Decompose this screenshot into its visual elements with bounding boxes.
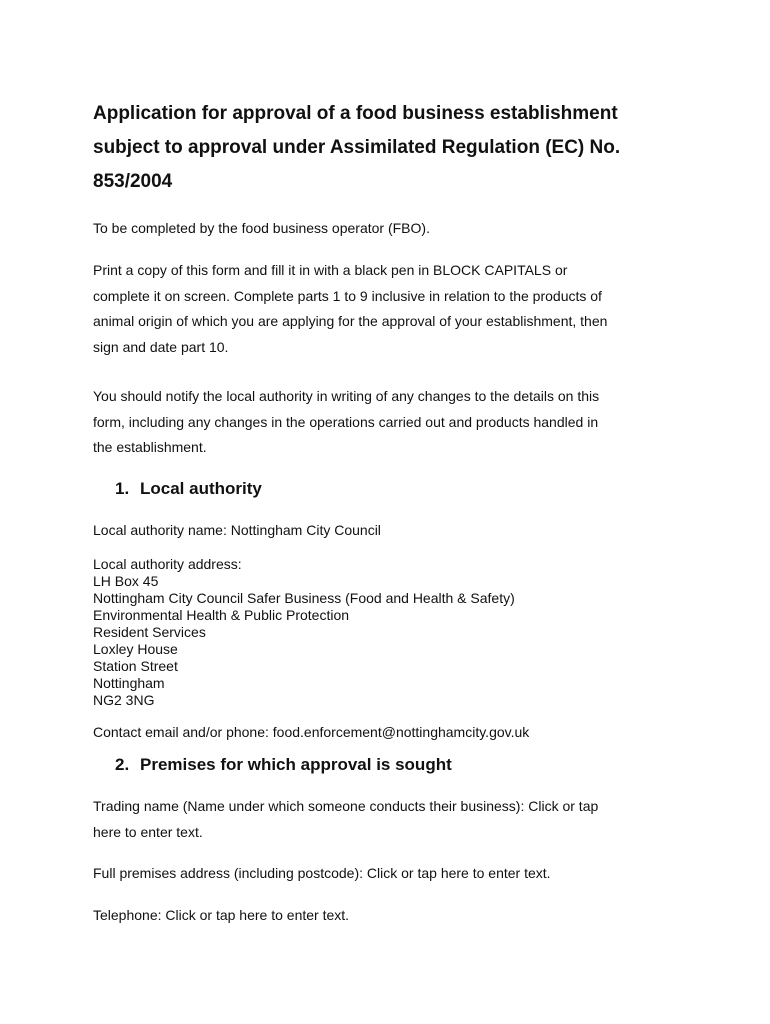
notify-paragraph — [93, 384, 683, 461]
notify-line: form, including any changes in the operations carried out and products handled in — [93, 413, 599, 430]
address-line: Station Street — [93, 658, 178, 674]
section-2-heading — [115, 754, 452, 776]
section-1-heading — [115, 478, 262, 500]
address-label: Local authority address: — [93, 556, 242, 572]
telephone-field[interactable]: Telephone: Click or tap here to enter text. — [93, 907, 350, 923]
section-title: Premises for which approval is sought — [140, 755, 452, 774]
address-line: LH Box 45 — [93, 573, 159, 589]
instructions-line: sign and date part 10. — [93, 338, 229, 355]
instructions-paragraph — [93, 258, 683, 360]
title-line: 853/2004 — [93, 171, 173, 192]
section-number: 2. — [115, 755, 130, 774]
address-line: Loxley House — [93, 641, 178, 657]
address-line: NG2 3NG — [93, 692, 155, 708]
section-title: Local authority — [140, 479, 262, 498]
instructions-line: Print a copy of this form and fill it in with a black pen in BLOCK CAPITALS or — [93, 262, 568, 278]
address-line: Environmental Health & Public Protection — [93, 607, 350, 623]
instructions-line: animal origin of which you are applying for the approval of your establishment, then — [93, 313, 608, 329]
notify-line: the establishment. — [93, 439, 207, 455]
notify-line: You should notify the local authority in writing of any changes to the details on this — [93, 388, 600, 404]
address-line: Nottingham — [93, 675, 165, 691]
trading-name-placeholder[interactable]: here to enter text. — [93, 823, 203, 840]
contact-details: Contact email and/or phone: food.enforcement@nottinghamcity.gov.uk — [93, 724, 530, 740]
local-authority-name: Local authority name: Nottingham City Council — [93, 522, 381, 538]
title-line: Application for approval of a food business establishment — [93, 103, 618, 124]
address-line: Resident Services — [93, 624, 206, 640]
section-number: 1. — [115, 479, 130, 498]
address-line: Nottingham City Council Safer Business (Food and Health & Safety) — [93, 590, 515, 606]
trading-name-line: Trading name (Name under which someone conducts their business): Click or tap — [93, 798, 599, 814]
title-line: subject to approval under Assimilated Regulation (EC) No. — [93, 137, 621, 158]
premises-address-field[interactable]: Full premises address (including postcode): Click or tap here to enter text. — [93, 865, 551, 881]
intro-text: To be completed by the food business operator (FBO). — [93, 220, 430, 236]
document-title — [93, 97, 693, 199]
instructions-line: complete it on screen. Complete parts 1 to 9 inclusive in relation to the products of — [93, 287, 602, 304]
local-authority-address — [93, 556, 693, 709]
trading-name-field — [93, 794, 683, 845]
